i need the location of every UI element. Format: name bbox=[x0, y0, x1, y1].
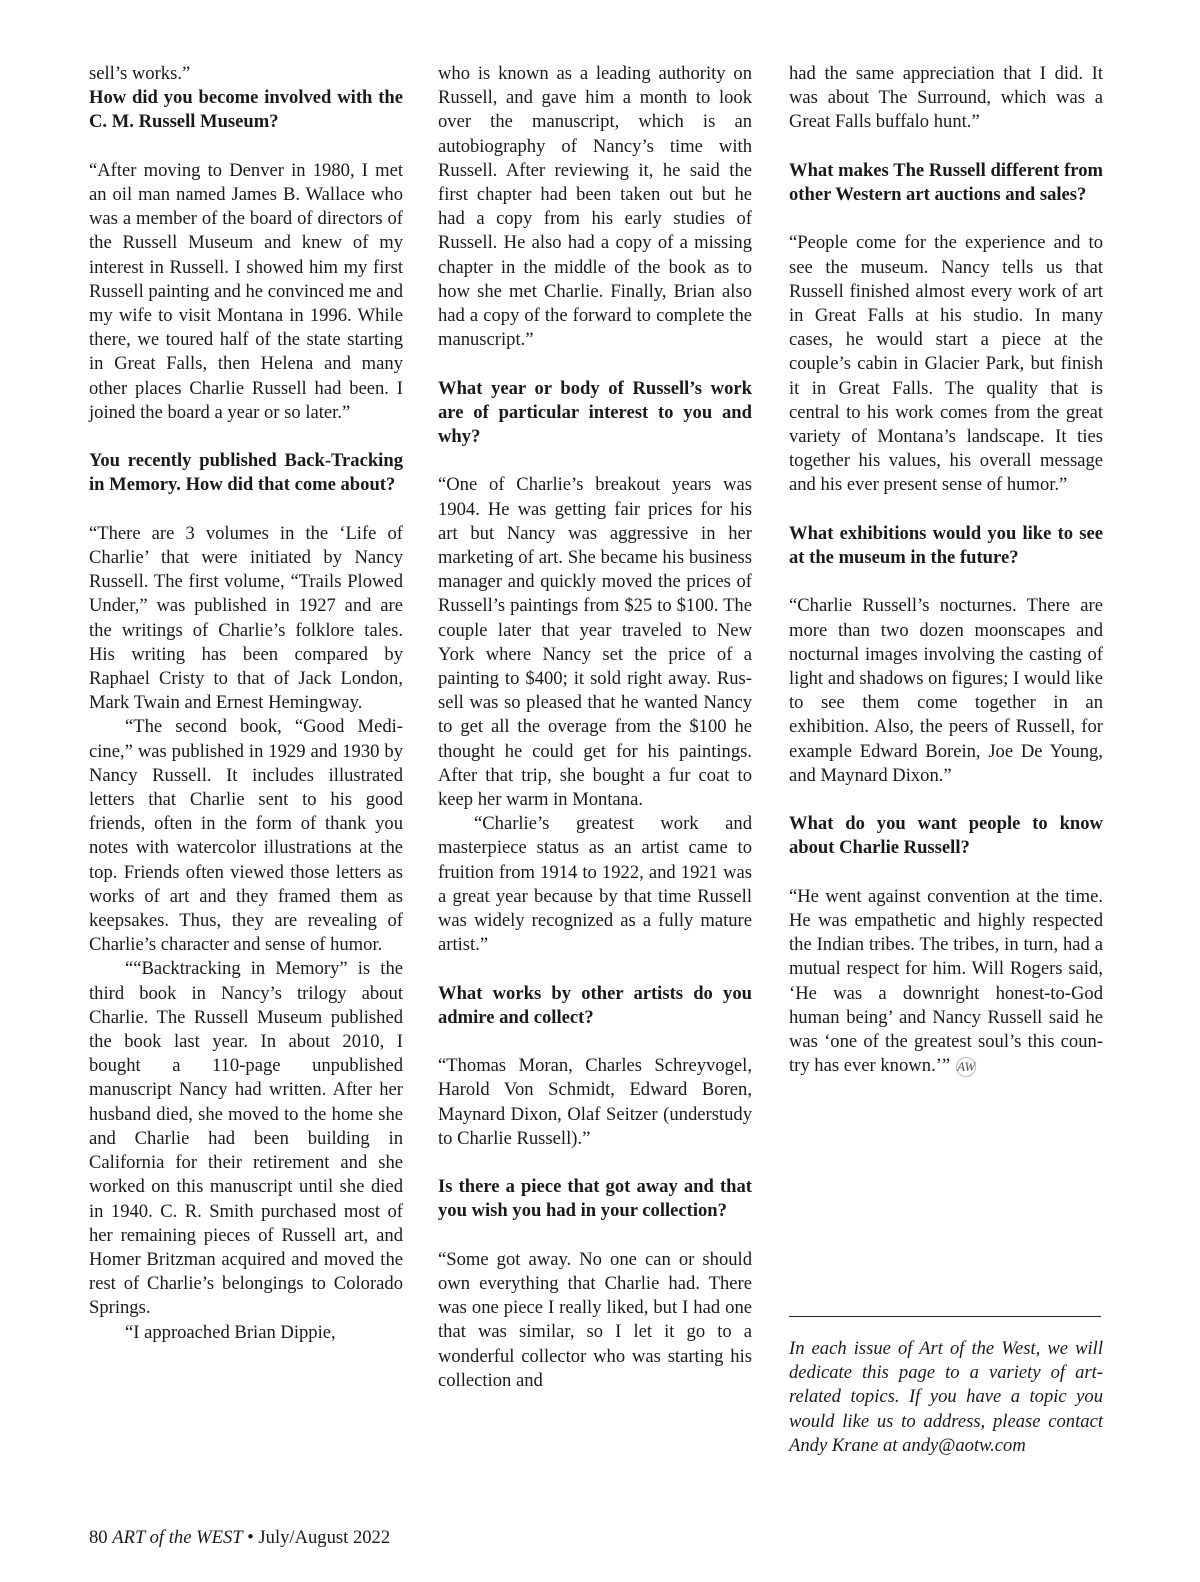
interview-question: What works by other artists do you admire and collect? bbox=[438, 982, 752, 1028]
page-number: 80 bbox=[89, 1527, 108, 1548]
interview-answer: “After moving to Denver in 1980, I met an oil man named James B. Wallace who was a member of the board of directors of the Russell Museum and knew of my interest in Russell. I showed him my first Russell painting and he convinced me and my wife to visit Montana in 1996. While there, we toured half of the state starting in Great Falls, then Helena and many other places Charlie Russell had been. I joined the board a year or so later.” bbox=[89, 159, 403, 423]
paragraph: sell’s works.” bbox=[89, 63, 191, 84]
article-column-2 bbox=[438, 62, 752, 1393]
paragraph: “Charlie’s greatest work and masterpiece status as an artist came to fruition from 1914 to 1922, and 1921 was a great year because by that time Russell was widely recognized as a fully mature artist.” bbox=[438, 813, 752, 956]
magazine-title: ART of the WEST bbox=[112, 1527, 243, 1548]
interview-answer bbox=[789, 885, 1103, 1079]
article-column-1 bbox=[89, 62, 403, 1345]
interview-question: What makes The Russell different from other Western art auctions and sales? bbox=[789, 159, 1103, 205]
end-mark-icon: AW bbox=[956, 1057, 976, 1077]
interview-question: What year or body of Russell’s work are of particular interest to you and why? bbox=[438, 377, 752, 448]
paragraph: ““Backtracking in Memory” is the third book in Nancy’s trilogy about Charlie. The Russell Museum published the book last year. In about 2010, I bought a 110-page unpublished manuscript Nancy had written. After her husband died, she moved to the home she and Charlie had been building in California for their retirement and she worked on this manuscript until she died in 1940. C. R. Smith purchased most of her remaining pieces of Russell art, and Homer Britzman acquired and moved the rest of Charlie’s belongings to Colorado Springs. bbox=[89, 958, 403, 1319]
paragraph: had the same appreciation that I did. It was about The Surround, which was a Great Falls buffalo hunt.” bbox=[789, 63, 1103, 133]
interview-answer: “Some got away. No one can or should own everything that Charlie had. There was one piece I really liked, but I had one that was similar, so I let it go to a wonderful collector who was starting his collection and bbox=[438, 1248, 752, 1391]
interview-answer: “One of Charlie’s breakout years was 1904. He was getting fair prices for his art but Nancy was aggressive in her marketing of art. She became his business manager and quickly moved the prices of Russell’s paintings from $25 to $100. The couple later that year traveled to New York where Nancy set the price of a painting to $400; it sold right away. Russell was so pleased that he wanted Nancy to get all the overage from the $100 he thought he could get for his paintings. After that trip, she bought a fur coat to keep her warm in Montana. bbox=[438, 474, 752, 811]
note-divider bbox=[789, 1316, 1101, 1317]
interview-question: How did you become involved with the C. M. Russell Museum? bbox=[89, 87, 403, 133]
interview-answer: “Thomas Moran, Charles Schreyvogel, Harold Von Schmidt, Edward Boren, Maynard Dixon, Olaf Seitzer (understudy to Charlie Russell).” bbox=[438, 1055, 752, 1149]
interview-answer: “People come for the experience and to see the museum. Nancy tells us that Russell finished almost every work of art in Great Falls at his studio. In many cases, he would start a piece at the couple’s cabin in Glacier Park, but finish it in Great Falls. The quality that is central to his work comes from the great variety of Montana’s landscape. It ties together his values, his overall message and his ever present sense of humor.” bbox=[789, 232, 1103, 496]
closing-answer-text: “He went against convention at the time. He was empathetic and highly respected the Indian tribes. The tribes, in turn, had a mutual respect for him. Will Rogers said, ‘He was a downright honest-to-God human being’ and Nancy Russell said he was ‘one of the greatest soul’s this country has ever known.’” bbox=[789, 885, 1103, 1077]
paragraph: who is known as a leading authority on Russell, and gave him a month to look over the manuscript, which is an autobiography of Nancy’s time with Russell. After reviewing it, he said the first chapter had been taken out but he had a copy from his early studies of Russell. He also had a copy of a missing chapter in the middle of the book as to how she met Charlie. Finally, Brian also had a copy of the forward to complete the manuscript.” bbox=[438, 63, 752, 351]
editor-note: In each issue of Art of the West, we will dedicate this page to a variety of art-related topics. If you have a topic you would like us to address, please contact Andy Krane at andy@aotw.com bbox=[789, 1338, 1103, 1456]
interview-question: What exhibitions would you like to see at the museum in the future? bbox=[789, 522, 1103, 569]
interview-question: You recently published Back-Tracking in Memory. How did that come about? bbox=[89, 450, 403, 496]
issue-date: July/August 2022 bbox=[258, 1527, 391, 1548]
paragraph: “I approached Brian Dippie, bbox=[125, 1321, 336, 1343]
footer-separator: • bbox=[247, 1527, 254, 1548]
page-footer bbox=[89, 1526, 390, 1550]
interview-question: Is there a piece that got away and that you wish you had in your collection? bbox=[438, 1176, 752, 1222]
interview-question: What do you want people to know about Charlie Russell? bbox=[789, 813, 1103, 859]
article-column-3 bbox=[789, 62, 1103, 1078]
interview-answer: “There are 3 volumes in the ‘Life of Charlie’ that were initiated by Nancy Russell. The first volume, “Trails Plowed Under,” was published in 1927 and are the writings of Charlie’s folklore tales. His writing has been compared by Raphael Cristy to that of Jack London, Mark Twain and Ernest Hemingway. bbox=[89, 522, 403, 714]
interview-answer: “Charlie Russell’s nocturnes. There are more than two dozen moonscapes and nocturnal images involving the casting of light and shadows on figures; I would like to see them come together in an exhibition. Also, the peers of Russell, for example Edward Borein, Joe De Young, and Maynard Dixon.” bbox=[789, 595, 1103, 786]
paragraph: “The second book, “Good Medicine,” was published in 1929 and 1930 by Nancy Russell. It includes illustrated letters that Charlie sent to his good friends, often in the form of thank you notes with watercolor illustrations at the top. Friends often viewed those letters as works of art and they framed them as keepsakes. Thus, they are revealing of Charlie’s character and sense of humor. bbox=[89, 716, 403, 956]
